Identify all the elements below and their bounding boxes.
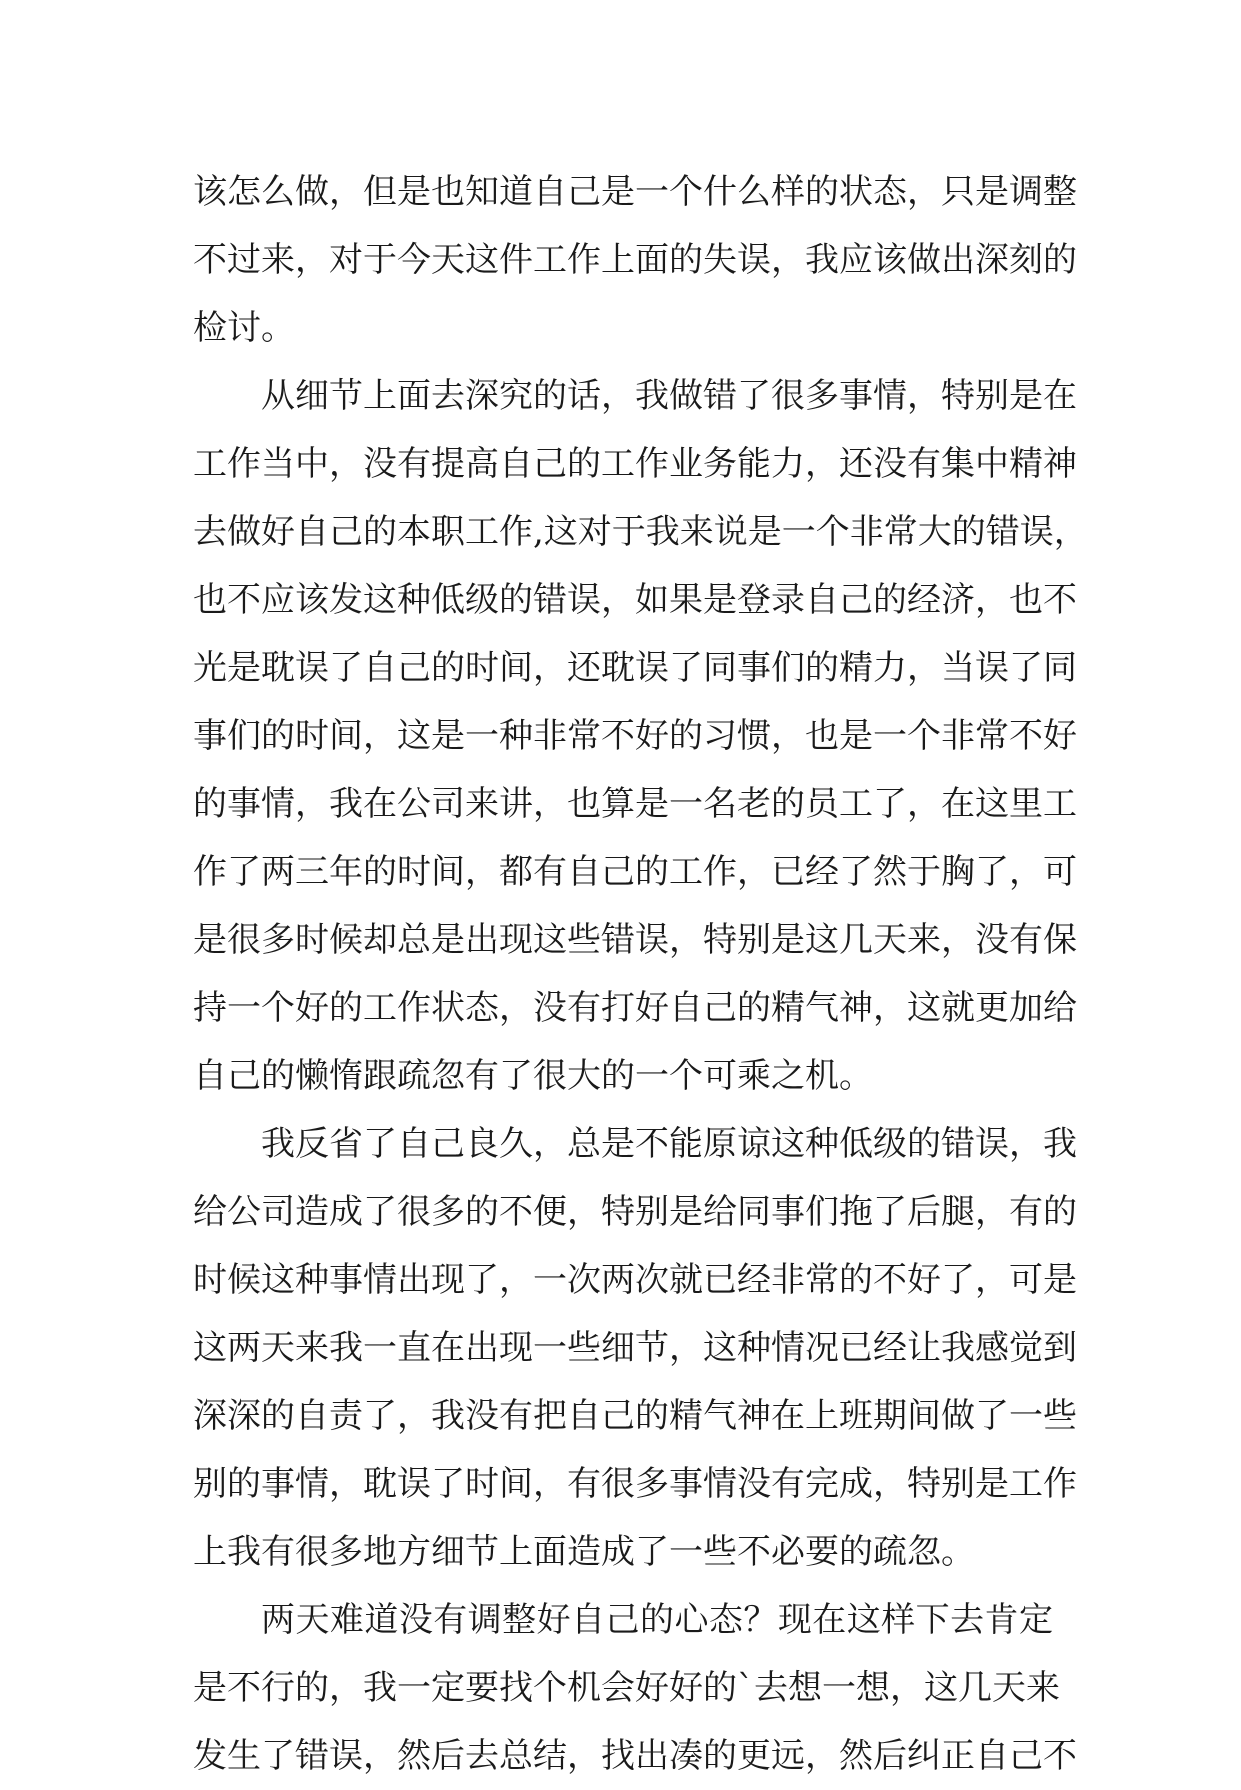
text-line: 从细节上面去深究的话，我做错了很多事情，特别是在 [261, 376, 1077, 416]
text-line: 去做好自己的本职工作,这对于我来说是一个非常大的错误， [193, 512, 1088, 552]
text-line: 也不应该发这种低级的错误，如果是登录自己的经济，也不 [193, 580, 1077, 620]
text-line: 上我有很多地方细节上面造成了一些不必要的疏忽。 [193, 1532, 975, 1572]
text-line: 自己的懒惰跟疏忽有了很大的一个可乘之机。 [193, 1056, 873, 1096]
text-line: 光是耽误了自己的时间，还耽误了同事们的精力，当误了同 [193, 648, 1077, 688]
text-line: 检讨。 [193, 308, 295, 348]
text-line: 深深的自责了，我没有把自己的精气神在上班期间做了一些 [193, 1396, 1077, 1436]
text-line: 作了两三年的时间，都有自己的工作，已经了然于胸了，可 [193, 852, 1077, 892]
text-line: 该怎么做，但是也知道自己是一个什么样的状态，只是调整 [193, 172, 1077, 212]
text-line: 工作当中，没有提高自己的工作业务能力，还没有集中精神 [193, 444, 1077, 484]
text-line: 的事情，我在公司来讲，也算是一名老的员工了，在这里工 [193, 784, 1077, 824]
text-line: 给公司造成了很多的不便，特别是给同事们拖了后腿，有的 [193, 1192, 1077, 1232]
text-line: 发生了错误，然后去总结，找出凑的更远，然后纠正自己不 [193, 1736, 1077, 1776]
text-line: 别的事情，耽误了时间，有很多事情没有完成，特别是工作 [193, 1464, 1077, 1504]
text-line: 事们的时间，这是一种非常不好的习惯，也是一个非常不好 [193, 716, 1077, 756]
text-line: 这两天来我一直在出现一些细节，这种情况已经让我感觉到 [193, 1328, 1077, 1368]
text-line: 是很多时候却总是出现这些错误，特别是这几天来，没有保 [193, 920, 1077, 960]
text-line: 持一个好的工作状态，没有打好自己的精气神，这就更加给 [193, 988, 1077, 1028]
text-line: 不过来，对于今天这件工作上面的失误，我应该做出深刻的 [193, 240, 1077, 280]
text-line: 是不行的，我一定要找个机会好好的`去想一想，这几天来 [193, 1668, 1060, 1708]
text-line: 我反省了自己良久，总是不能原谅这种低级的错误，我 [261, 1124, 1077, 1164]
document-body [193, 158, 1088, 1790]
text-line: 两天难道没有调整好自己的心态？现在这样下去肯定 [261, 1600, 1053, 1640]
text-line: 时候这种事情出现了，一次两次就已经非常的不好了，可是 [193, 1260, 1077, 1300]
